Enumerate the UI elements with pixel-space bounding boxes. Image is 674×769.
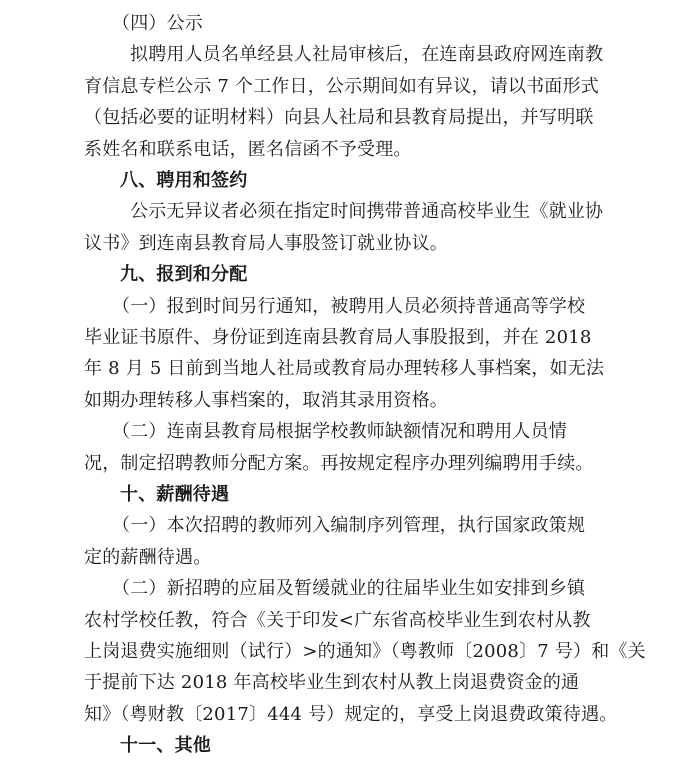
paragraph-line: 毕业证书原件、身份证到连南县教育局人事股报到，并在 2018 <box>84 327 592 348</box>
paragraph-line: 育信息专栏公示 7 个工作日，公示期间如有异议，请以书面形式 <box>84 75 599 97</box>
paragraph-line: 系姓名和联系电话，匿名信函不予受理。 <box>84 138 412 160</box>
paragraph-line: （二）连南县教育局根据学校教师缺额情况和聘用人员情 <box>112 421 567 443</box>
section-heading-other: 十一、其他 <box>120 735 211 757</box>
paragraph-line: 拟聘用人员名单经县人社局审核后，在连南县政府网连南教 <box>130 44 604 66</box>
section-subheading-publicity: （四）公示 <box>112 13 203 34</box>
paragraph-line: 上岗退费实施细则（试行）>的通知》（粤教师〔2008〕7 号）和《关 <box>84 641 646 662</box>
paragraph-line: 知》（粤财教〔2017〕444 号）规定的，享受上岗退费政策待遇。 <box>84 703 618 725</box>
paragraph-line: 于提前下达 2018 年高校毕业生到农村从教上岗退费资金的通 <box>84 672 580 694</box>
paragraph-line: （二）新招聘的应届及暂缓就业的往届毕业生如安排到乡镇 <box>112 578 586 600</box>
paragraph-line: 如期办理转移人事档案的，取消其录用资格。 <box>84 389 448 411</box>
paragraph-line: （包括必要的证明材料）向县人社局和县教育局提出，并写明联 <box>84 107 594 129</box>
paragraph-line: （一）报到时间另行通知，被聘用人员必须持普通高等学校 <box>112 295 586 317</box>
paragraph-line: （一）本次招聘的教师列入编制序列管理，执行国家政策规 <box>112 515 586 537</box>
paragraph-line: 况，制定招聘教师分配方案。再按规定程序办理列编聘用手续。 <box>84 452 594 474</box>
paragraph-line: 年 8 月 5 日前到当地人社局或教育局办理转移人事档案，如无法 <box>84 358 605 380</box>
paragraph-line: 农村学校任教，符合《关于印发<广东省高校毕业生到农村从教 <box>84 609 591 631</box>
section-heading-employment: 八、聘用和签约 <box>120 170 248 191</box>
paragraph-line: 议书》到连南县教育局人事股签订就业协议。 <box>84 232 448 254</box>
section-heading-salary: 十、薪酬待遇 <box>120 484 230 505</box>
paragraph-line: 定的薪酬待遇。 <box>84 546 212 568</box>
paragraph-line: 公示无异议者必须在指定时间携带普通高校毕业生《就业协 <box>130 201 604 223</box>
section-heading-report: 九、报到和分配 <box>120 264 248 286</box>
